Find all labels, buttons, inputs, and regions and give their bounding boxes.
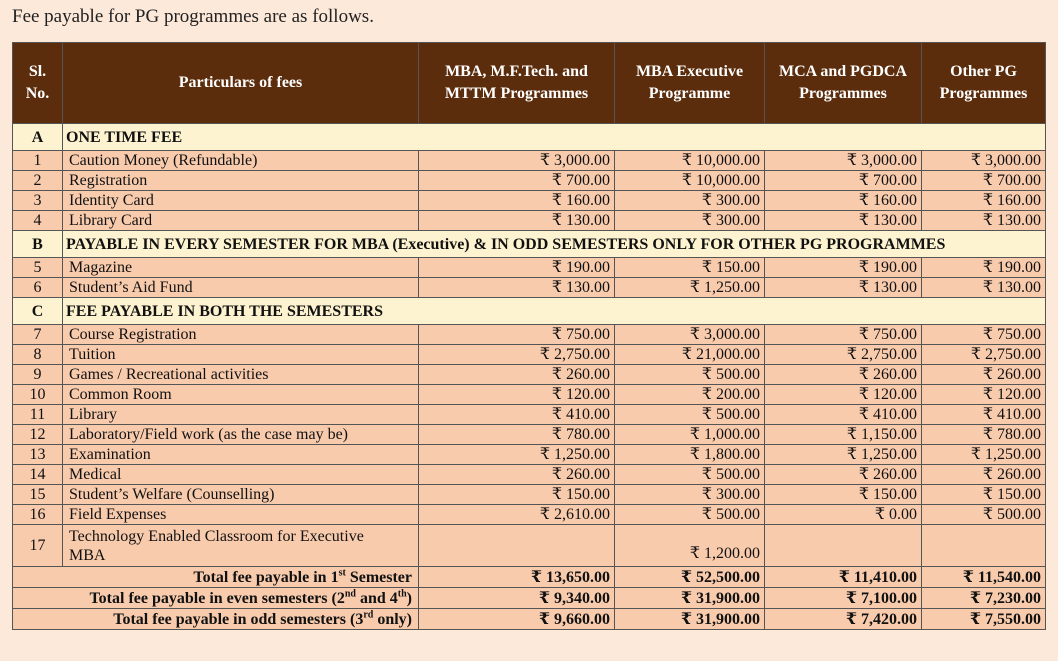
total-mba-exec: ₹ 31,900.00 — [615, 609, 765, 630]
total-mca: ₹ 11,410.00 — [765, 567, 922, 588]
total-mca: ₹ 7,100.00 — [765, 588, 922, 609]
amount-mba-exec: ₹ 150.00 — [615, 258, 765, 278]
amount-mca: ₹ 410.00 — [765, 405, 922, 425]
amount-mca: ₹ 190.00 — [765, 258, 922, 278]
amount-mca: ₹ 1,250.00 — [765, 445, 922, 465]
total-mba: ₹ 13,650.00 — [419, 567, 615, 588]
row-sl: 3 — [13, 191, 63, 211]
row-sl: 9 — [13, 365, 63, 385]
header-col-mca-pgdca: MCA and PGDCA Programmes — [765, 43, 922, 124]
total-mba-exec: ₹ 52,500.00 — [615, 567, 765, 588]
header-col-mba-executive: MBA Executive Programme — [615, 43, 765, 124]
row-particular: Technology Enabled Classroom for Executive MBA — [63, 525, 419, 567]
amount-other-pg: ₹ 190.00 — [922, 258, 1046, 278]
amount-mca: ₹ 1,150.00 — [765, 425, 922, 445]
fee-row — [13, 385, 1046, 405]
fee-row — [13, 278, 1046, 298]
amount-other-pg: ₹ 750.00 — [922, 325, 1046, 345]
amount-mba-exec: ₹ 1,000.00 — [615, 425, 765, 445]
amount-mba-exec: ₹ 10,000.00 — [615, 151, 765, 171]
row-sl: 15 — [13, 485, 63, 505]
amount-mba: ₹ 1,250.00 — [419, 445, 615, 465]
page-intro: Fee payable for PG programmes are as follows. — [12, 6, 374, 27]
fee-row — [13, 258, 1046, 278]
total-mba: ₹ 9,340.00 — [419, 588, 615, 609]
total-row-first-semester — [13, 567, 1046, 588]
row-particular: Registration — [63, 171, 419, 191]
total-other-pg: ₹ 11,540.00 — [922, 567, 1046, 588]
amount-mba-exec: ₹ 1,800.00 — [615, 445, 765, 465]
row-particular: Common Room — [63, 385, 419, 405]
row-sl: 6 — [13, 278, 63, 298]
amount-mba: ₹ 700.00 — [419, 171, 615, 191]
total-mca: ₹ 7,420.00 — [765, 609, 922, 630]
amount-mba: ₹ 260.00 — [419, 465, 615, 485]
amount-other-pg: ₹ 2,750.00 — [922, 345, 1046, 365]
fee-row — [13, 365, 1046, 385]
amount-mba: ₹ 120.00 — [419, 385, 615, 405]
amount-mca: ₹ 3,000.00 — [765, 151, 922, 171]
amount-mba: ₹ 130.00 — [419, 278, 615, 298]
amount-mba-exec: ₹ 21,000.00 — [615, 345, 765, 365]
section-letter: B — [13, 231, 63, 258]
amount-mba: ₹ 190.00 — [419, 258, 615, 278]
fee-row — [13, 405, 1046, 425]
amount-other-pg: ₹ 3,000.00 — [922, 151, 1046, 171]
amount-mca: ₹ 700.00 — [765, 171, 922, 191]
amount-mba-exec: ₹ 500.00 — [615, 365, 765, 385]
amount-mba-exec: ₹ 300.00 — [615, 191, 765, 211]
row-sl: 8 — [13, 345, 63, 365]
row-sl: 7 — [13, 325, 63, 345]
total-mba: ₹ 9,660.00 — [419, 609, 615, 630]
row-sl: 13 — [13, 445, 63, 465]
fee-row — [13, 325, 1046, 345]
fee-row — [13, 485, 1046, 505]
row-particular: Library Card — [63, 211, 419, 231]
header-sl-no: Sl. No. — [13, 43, 63, 124]
row-particular: Identity Card — [63, 191, 419, 211]
amount-other-pg: ₹ 700.00 — [922, 171, 1046, 191]
amount-mba-exec: ₹ 1,200.00 — [615, 525, 765, 567]
section-row-a — [13, 124, 1046, 151]
total-row-even-semesters — [13, 588, 1046, 609]
amount-other-pg — [922, 525, 1046, 567]
amount-mca: ₹ 260.00 — [765, 365, 922, 385]
row-particular: Tuition — [63, 345, 419, 365]
row-particular: Library — [63, 405, 419, 425]
fee-row — [13, 171, 1046, 191]
fee-row — [13, 191, 1046, 211]
row-particular: Laboratory/Field work (as the case may be) — [63, 425, 419, 445]
header-particulars: Particulars of fees — [63, 43, 419, 124]
fee-row — [13, 211, 1046, 231]
fee-row — [13, 345, 1046, 365]
amount-mba — [419, 525, 615, 567]
row-sl: 5 — [13, 258, 63, 278]
amount-mca: ₹ 160.00 — [765, 191, 922, 211]
fee-row — [13, 525, 1046, 567]
amount-other-pg: ₹ 120.00 — [922, 385, 1046, 405]
row-sl: 12 — [13, 425, 63, 445]
row-sl: 4 — [13, 211, 63, 231]
section-row-b — [13, 231, 1046, 258]
amount-mba: ₹ 150.00 — [419, 485, 615, 505]
total-row-odd-semesters — [13, 609, 1046, 630]
row-particular: Caution Money (Refundable) — [63, 151, 419, 171]
section-letter: C — [13, 298, 63, 325]
amount-other-pg: ₹ 260.00 — [922, 365, 1046, 385]
amount-mba: ₹ 130.00 — [419, 211, 615, 231]
row-sl: 14 — [13, 465, 63, 485]
amount-mca — [765, 525, 922, 567]
amount-other-pg: ₹ 160.00 — [922, 191, 1046, 211]
amount-mca: ₹ 750.00 — [765, 325, 922, 345]
amount-mca: ₹ 2,750.00 — [765, 345, 922, 365]
row-particular: Medical — [63, 465, 419, 485]
amount-other-pg: ₹ 150.00 — [922, 485, 1046, 505]
amount-mba-exec: ₹ 500.00 — [615, 505, 765, 525]
amount-mba-exec: ₹ 300.00 — [615, 211, 765, 231]
row-sl: 2 — [13, 171, 63, 191]
header-col-mba-mftech-mttm: MBA, M.F.Tech. and MTTM Programmes — [419, 43, 615, 124]
row-sl: 10 — [13, 385, 63, 405]
amount-mca: ₹ 150.00 — [765, 485, 922, 505]
fee-table — [12, 42, 1046, 630]
section-letter: A — [13, 124, 63, 151]
fee-row — [13, 425, 1046, 445]
row-particular: Student’s Aid Fund — [63, 278, 419, 298]
row-sl: 11 — [13, 405, 63, 425]
amount-mca: ₹ 130.00 — [765, 211, 922, 231]
fee-row — [13, 465, 1046, 485]
amount-mba: ₹ 410.00 — [419, 405, 615, 425]
total-label: Total fee payable in odd semesters (3rd only) — [13, 609, 419, 630]
section-row-c — [13, 298, 1046, 325]
amount-mba: ₹ 2,750.00 — [419, 345, 615, 365]
total-mba-exec: ₹ 31,900.00 — [615, 588, 765, 609]
header-row — [13, 43, 1046, 124]
total-other-pg: ₹ 7,230.00 — [922, 588, 1046, 609]
amount-mba-exec: ₹ 10,000.00 — [615, 171, 765, 191]
amount-mba-exec: ₹ 500.00 — [615, 465, 765, 485]
row-particular: Magazine — [63, 258, 419, 278]
amount-mba-exec: ₹ 1,250.00 — [615, 278, 765, 298]
amount-other-pg: ₹ 780.00 — [922, 425, 1046, 445]
row-sl: 17 — [13, 525, 63, 567]
amount-other-pg: ₹ 130.00 — [922, 211, 1046, 231]
row-particular: Field Expenses — [63, 505, 419, 525]
row-particular: Course Registration — [63, 325, 419, 345]
total-label: Total fee payable in 1st Semester — [13, 567, 419, 588]
amount-mca: ₹ 130.00 — [765, 278, 922, 298]
row-particular: Games / Recreational activities — [63, 365, 419, 385]
fee-row — [13, 151, 1046, 171]
amount-mba: ₹ 2,610.00 — [419, 505, 615, 525]
amount-mba-exec: ₹ 500.00 — [615, 405, 765, 425]
amount-other-pg: ₹ 410.00 — [922, 405, 1046, 425]
amount-mba-exec: ₹ 3,000.00 — [615, 325, 765, 345]
amount-other-pg: ₹ 130.00 — [922, 278, 1046, 298]
row-sl: 16 — [13, 505, 63, 525]
amount-mba: ₹ 160.00 — [419, 191, 615, 211]
amount-mca: ₹ 260.00 — [765, 465, 922, 485]
row-sl: 1 — [13, 151, 63, 171]
fee-row — [13, 505, 1046, 525]
amount-mca: ₹ 120.00 — [765, 385, 922, 405]
header-col-other-pg: Other PG Programmes — [922, 43, 1046, 124]
amount-other-pg: ₹ 1,250.00 — [922, 445, 1046, 465]
section-title: ONE TIME FEE — [63, 124, 1046, 151]
amount-mba: ₹ 780.00 — [419, 425, 615, 445]
total-label: Total fee payable in even semesters (2nd and 4th) — [13, 588, 419, 609]
row-particular: Examination — [63, 445, 419, 465]
section-title: FEE PAYABLE IN BOTH THE SEMESTERS — [63, 298, 1046, 325]
amount-other-pg: ₹ 260.00 — [922, 465, 1046, 485]
amount-mba: ₹ 260.00 — [419, 365, 615, 385]
total-other-pg: ₹ 7,550.00 — [922, 609, 1046, 630]
amount-other-pg: ₹ 500.00 — [922, 505, 1046, 525]
section-title: PAYABLE IN EVERY SEMESTER FOR MBA (Executive) & IN ODD SEMESTERS ONLY FOR OTHER PG PROGRAMMES — [63, 231, 1046, 258]
amount-mca: ₹ 0.00 — [765, 505, 922, 525]
row-particular: Student’s Welfare (Counselling) — [63, 485, 419, 505]
fee-row — [13, 445, 1046, 465]
amount-mba: ₹ 750.00 — [419, 325, 615, 345]
amount-mba-exec: ₹ 200.00 — [615, 385, 765, 405]
amount-mba: ₹ 3,000.00 — [419, 151, 615, 171]
amount-mba-exec: ₹ 300.00 — [615, 485, 765, 505]
